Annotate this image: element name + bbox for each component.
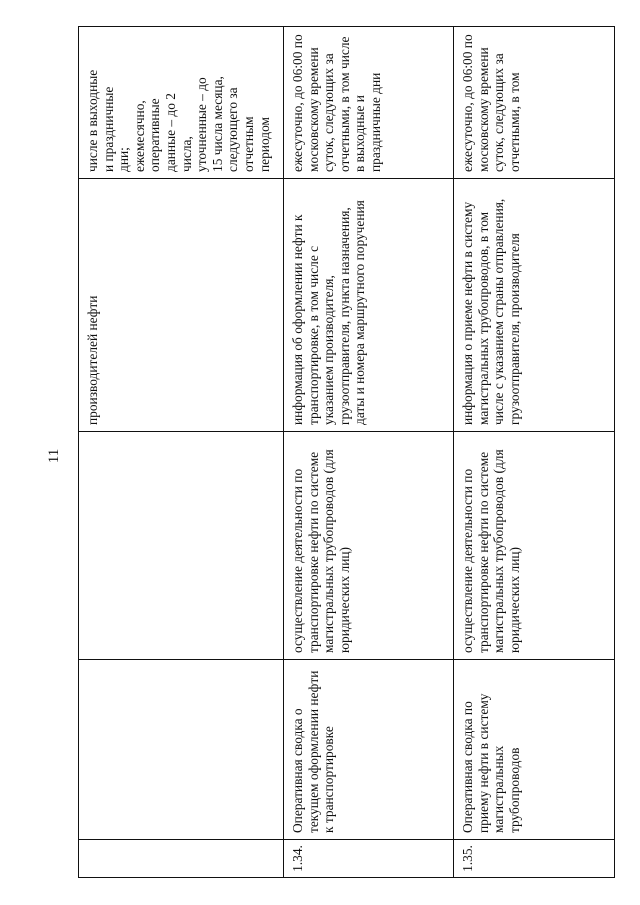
report-name-cell [79, 660, 284, 840]
content-cell: информация о приеме нефти в систему магистральных трубопроводов, в том числе с указанием страны отправления, грузоотправителя, производителя [454, 179, 615, 432]
table-row [284, 27, 454, 878]
provider-cell: осуществление деятельности по транспортировке нефти по системе магистральных трубопроводов (для юридических лиц) [454, 432, 615, 660]
reporting-table [78, 26, 615, 878]
provider-cell [79, 432, 284, 660]
report-name-cell: Оперативная сводка по приему нефти в систему магистральных трубопроводов [454, 660, 615, 840]
row-number-cell: 1.34. [284, 840, 454, 878]
provider-cell: осуществление деятельности по транспортировке нефти по системе магистральных трубопроводов (для юридических лиц) [284, 432, 454, 660]
frequency-cell: числе в выходные и праздничные дни; ежемесячно, оперативные данные – до 2 числа, уточненные – до 15 числа месяца, следующего за отчетным периодом [79, 27, 284, 179]
rotated-table-sheet [78, 27, 614, 878]
frequency-cell: ежесуточно, до 06:00 по московскому времени суток, следующих за отчетными, в том числе в выходные и праздничные дни [284, 27, 454, 179]
table-row [79, 27, 284, 878]
table-row [454, 27, 615, 878]
frequency-cell: ежесуточно, до 06:00 по московскому времени суток, следующих за отчетными, в том [454, 27, 615, 179]
content-cell: производителей нефти [79, 179, 284, 432]
page-number: 11 [46, 448, 62, 464]
content-cell: информация об оформлении нефти к транспортировке, в том числе с указанием производителя, грузоотправителя, пункта назначения, даты и номера маршрутного поручения [284, 179, 454, 432]
row-number-cell: 1.35. [454, 840, 615, 878]
report-name-cell: Оперативная сводка о текущем оформлении нефти к транспортировке [284, 660, 454, 840]
row-number-cell [79, 840, 284, 878]
